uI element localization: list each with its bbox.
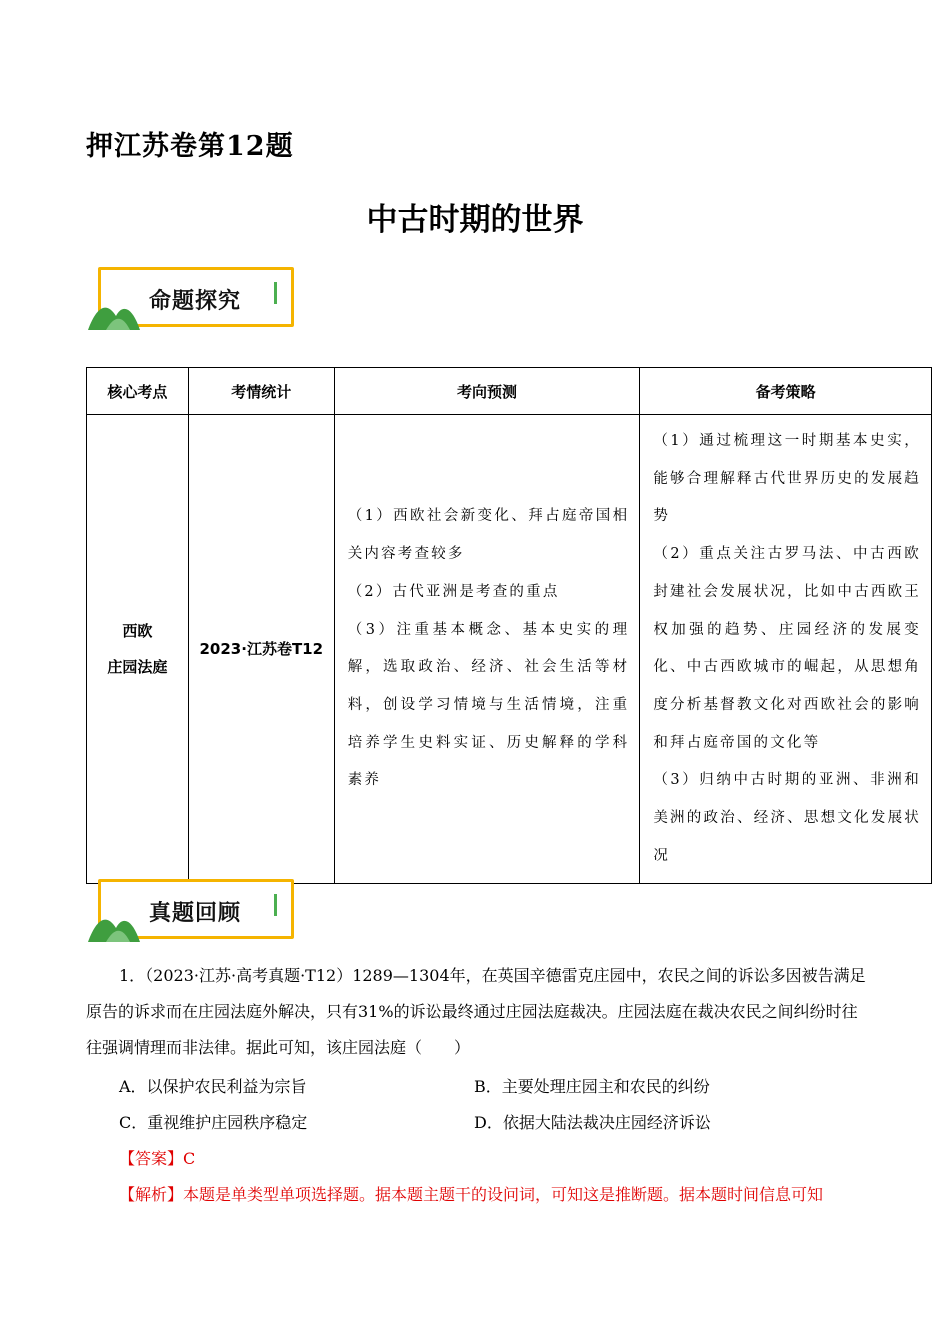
forecast-item: （2）古代亚洲是考查的重点 bbox=[347, 583, 560, 600]
header-core: 核心考点 bbox=[87, 368, 189, 415]
header-strategy: 备考策略 bbox=[640, 368, 932, 415]
banner-accent bbox=[274, 894, 277, 916]
strategy-item: （3）归纳中古时期的亚洲、非洲和美洲的政治、经济、思想文化发展状况 bbox=[653, 772, 921, 864]
core-point-cell bbox=[87, 415, 189, 884]
header-forecast: 考向预测 bbox=[334, 368, 640, 415]
analysis-text: 【解析】本题是单类型单项选择题。据本题主题干的设问词，可知这是推断题。据本题时间信息可知 bbox=[119, 1185, 824, 1204]
header-title: 押江苏卷第12题 bbox=[86, 131, 294, 162]
section-banner-review bbox=[88, 876, 300, 956]
core-point-line: 庄园法庭 bbox=[107, 658, 168, 677]
core-point-line: 西欧 bbox=[122, 622, 153, 641]
option-b[interactable]: B．主要处理庄园主和农民的纠纷 bbox=[474, 1077, 710, 1096]
hills-icon bbox=[88, 906, 148, 944]
exam-table bbox=[86, 367, 932, 884]
strategy-item: （1）通过梳理这一时期基本史实，能够合理解释古代世界历史的发展趋势 bbox=[653, 433, 921, 525]
header-stat: 考情统计 bbox=[188, 368, 334, 415]
table-header-row bbox=[87, 368, 932, 415]
stat-cell: 2023·江苏卷T12 bbox=[188, 415, 334, 884]
forecast-item: （1）西欧社会新变化、拜占庭帝国相关内容考查较多 bbox=[347, 508, 630, 563]
page-title: 中古时期的世界 bbox=[366, 202, 584, 238]
option-a[interactable]: A．以保护农民利益为宗旨 bbox=[119, 1077, 307, 1096]
option-c[interactable]: C．重视维护庄园秩序稳定 bbox=[119, 1113, 308, 1132]
question-stem: 1．（2023·江苏·高考真题·T12）1289—1304年，在英国辛德雷克庄园中，农民之间的诉讼多因被告满足原告的诉求而在庄园法庭外解决，只有31%的诉讼最终通过庄园法庭裁决。庄园法庭在裁决农民之间纠纷时往往强调情理而非法律。据此可知，该庄园法庭（ ） bbox=[86, 966, 866, 1057]
question-block bbox=[86, 958, 866, 1066]
option-d[interactable]: D．依据大陆法裁决庄园经济诉讼 bbox=[474, 1113, 711, 1132]
section-banner-explore bbox=[88, 264, 300, 344]
forecast-cell bbox=[334, 415, 640, 884]
banner-label: 命题探究 bbox=[149, 289, 242, 314]
hills-icon bbox=[88, 294, 148, 332]
forecast-item: （3）注重基本概念、基本史实的理解，选取政治、经济、社会生活等材料，创设学习情境与生活情境，注重培养学生史料实证、历史解释的学科素养 bbox=[347, 621, 630, 789]
answer-text: 【答案】C bbox=[119, 1149, 196, 1168]
strategy-item: （2）重点关注古罗马法、中古西欧封建社会发展状况，比如中古西欧王权加强的趋势、庄园经济的发展变化、中古西欧城市的崛起，从思想角度分析基督教文化对西欧社会的影响和拜占庭帝国的文化等 bbox=[653, 546, 921, 751]
banner-label: 真题回顾 bbox=[149, 901, 242, 926]
table-row bbox=[87, 415, 932, 884]
banner-accent bbox=[274, 282, 277, 304]
strategy-cell bbox=[640, 415, 932, 884]
